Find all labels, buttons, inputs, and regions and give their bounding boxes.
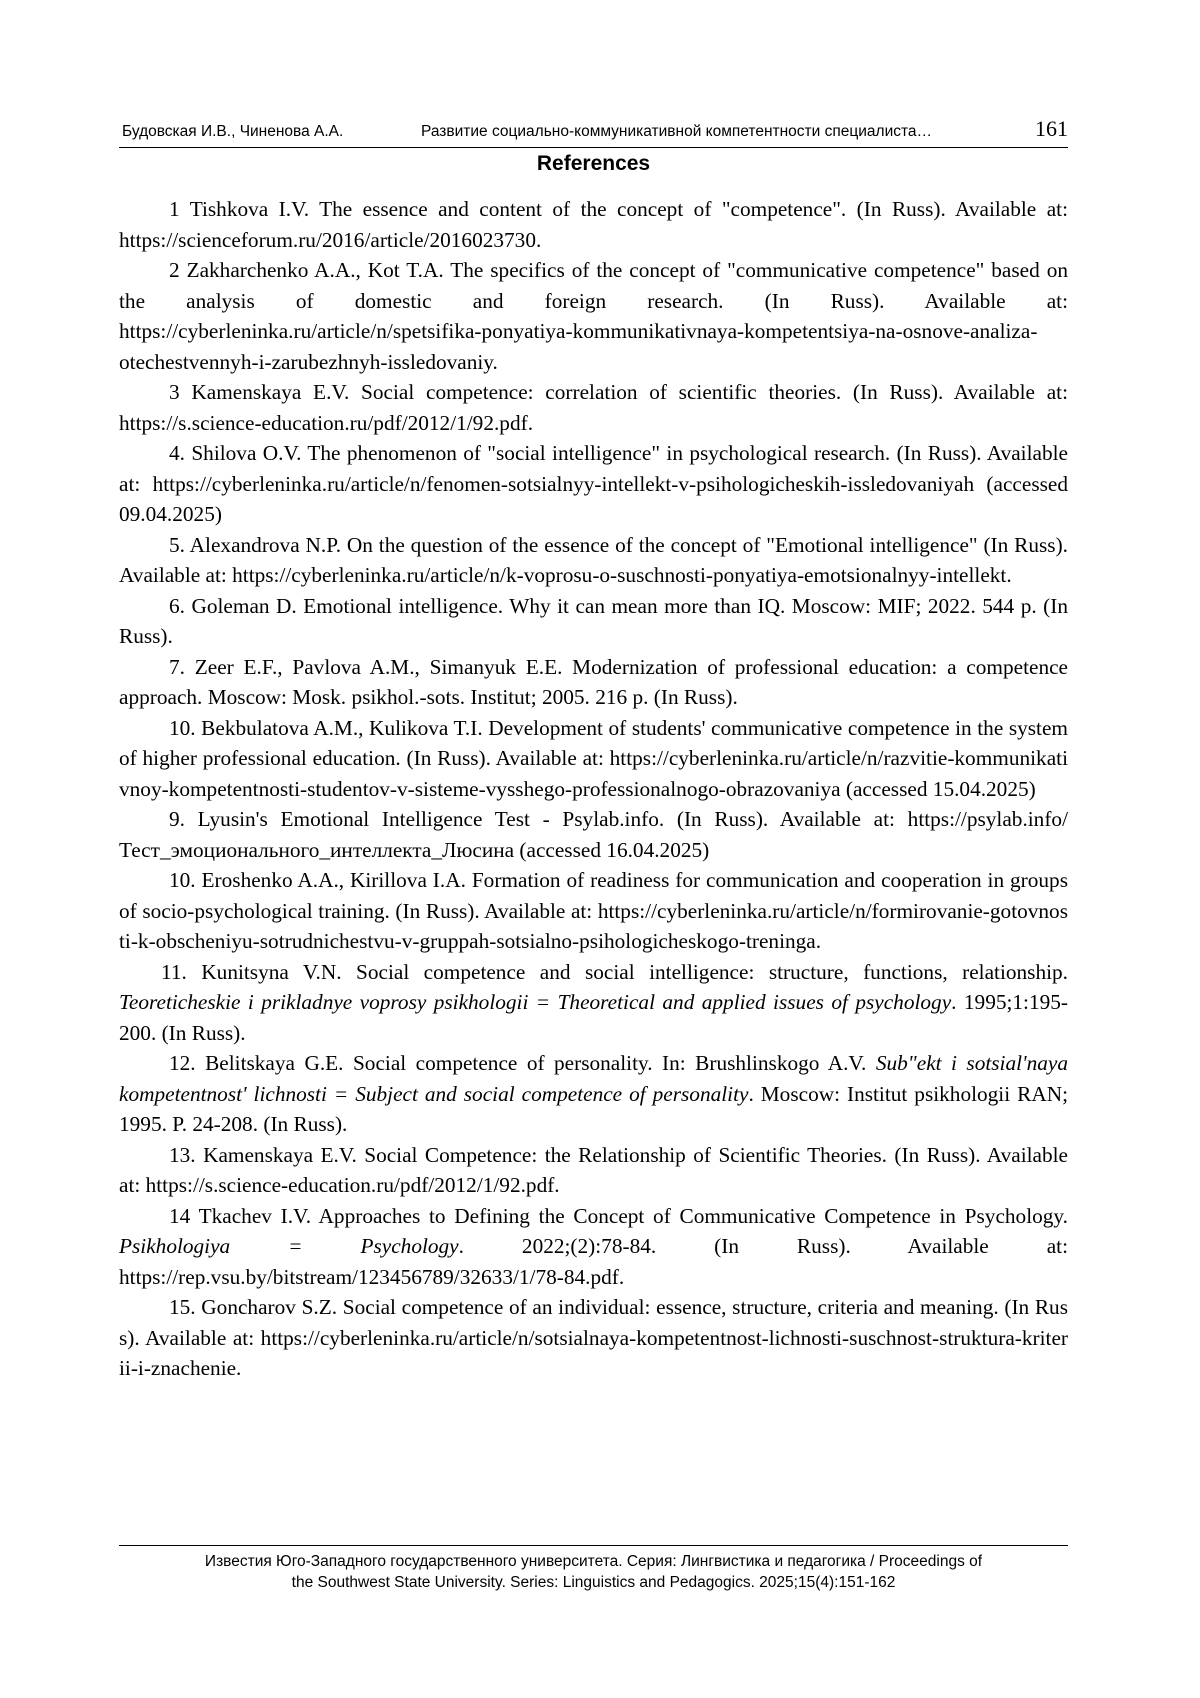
running-head-authors: Будовская И.В., Чиненова А.А. [122, 123, 344, 140]
reference-number: 5. [169, 532, 185, 557]
reference-number: 9. [169, 807, 185, 831]
reference-text-tail: . 2022;(2):78-84. (In Russ). Available at: https://rep.vsu.by/bitstream/123456789/32633/1/78-84.pdf. [119, 1234, 1068, 1289]
page-number: 161 [1035, 116, 1068, 141]
running-head-title: Развитие социально-коммуникативной компетентности специалиста… [421, 123, 933, 140]
reference-text: Tishkova I.V. The essence and content of the concept of "competence". (In Russ). Available at: https://scienceforum.ru/2016/article/2016023730. [119, 197, 1068, 252]
reference-text: Bekbulatova A.M., Kulikova T.I. Development of students' communicative competence in the system of higher professional education. (In Russ). Available at: https://cyberleninka.ru/article/n/razvitie-kommunikativnoy-kompetentnosti-studentov-v-sisteme-vysshego-professionalnogo-obrazovaniya (accessed 15.04.2025) [119, 715, 1068, 801]
reference-text-tail: . Moscow: Institut psikhologii RAN; 1995. P. 24-208. (In Russ). [119, 1081, 1068, 1136]
reference-source-title: Psikhologiya = Psychology [119, 1234, 459, 1258]
footer-line-2: the Southwest State University. Series: Linguistics and Pedagogics. 2025;15(4):151-162 [291, 1574, 896, 1591]
reference-text: Shilova O.V. The phenomenon of "social intelligence" in psychological research. (In Russ). Available at: https://cyberleninka.ru/article/n/fenomen-sotsialnyy-intellekt-v-psihologicheskih-issledovaniyah (accessed 09.04.2025) [119, 441, 1068, 526]
journal-footer [119, 1551, 1068, 1593]
reference-item [119, 194, 1068, 255]
reference-number: 14 [169, 1203, 191, 1228]
reference-item [119, 713, 1068, 805]
reference-text: Kamenskaya E.V. Social competence: correlation of scientific theories. (In Russ). Available at: https://s.science-education.ru/pdf/2012/1/92.pdf. [119, 380, 1068, 435]
reference-item [119, 865, 1068, 957]
reference-item [119, 377, 1068, 438]
reference-text: Eroshenko A.A., Kirillova I.A. Formation of readiness for communication and cooperation in groups of socio-psychological training. (In Russ). Available at: https://cyberleninka.ru/article/n/formirovanie-gotovnosti-k-obscheniyu-sotrudnichestvu-v-gruppah-sotsialno-psihologicheskogo-treninga. [119, 868, 1068, 953]
reference-number: 10. [169, 868, 196, 892]
reference-item [119, 530, 1068, 591]
reference-source-title: Teoreticheskie i prikladnye voprosy psikhologii = Theoretical and applied issues of psychology [119, 990, 952, 1014]
reference-text: Lyusin's Emotional Intelligence Test - Psylab.info. (In Russ). Available at: https://psylab.info/Тест_эмоционального_интеллекта_Люсина (accessed 16.04.2025) [119, 807, 1068, 862]
footer-rule [119, 1545, 1068, 1546]
reference-item [119, 1140, 1068, 1201]
reference-text: Goncharov S.Z. Social competence of an individual: essence, structure, criteria and meaning. (In Russ). Available at: https://cyberleninka.ru/article/n/sotsialnaya-kompetentnost-lichnosti-suschnost-struktura-kriterii-i-znachenie. [119, 1295, 1068, 1380]
reference-text: Kunitsyna V.N. Social competence and social intelligence: structure, functions, relationship. [186, 959, 1068, 984]
reference-item [119, 1048, 1068, 1140]
reference-number: 12. [169, 1051, 196, 1075]
reference-number: 1 [169, 197, 180, 221]
reference-number: 6. [169, 593, 185, 618]
reference-text: Zeer E.F., Pavlova A.M., Simanyuk E.E. Modernization of professional education: a competence approach. Moscow: Mosk. psikhol.-sots. Institut; 2005. 216 p. (In Russ). [119, 654, 1068, 709]
reference-item [119, 438, 1068, 530]
reference-item [119, 652, 1068, 713]
reference-number: 4. [169, 441, 185, 465]
reference-item [119, 804, 1068, 865]
reference-text: Belitskaya G.E. Social competence of personality. In: Brushlinskogo A.V. [195, 1051, 876, 1075]
reference-number: 3 [169, 380, 180, 404]
reference-number: 2 [169, 258, 180, 282]
references-heading: References [536, 152, 651, 175]
reference-item [119, 591, 1068, 652]
reference-text-tail: . 1995;1:195-200. (In Russ). [119, 990, 1069, 1045]
reference-number: 11. [161, 959, 187, 984]
reference-number: 13. [169, 1142, 196, 1167]
reference-item [119, 1201, 1068, 1293]
reference-number: 7. [169, 654, 185, 679]
reference-text: Zakharchenko A.A., Kot T.A. The specifics of the concept of "communicative competence" based on the analysis of domestic and foreign research. (In Russ). Available at: https://cyberleninka.ru/article/n/spetsifika-ponyatiya-kommunikativnaya-kompetentsiya-na-osnove-analiza-otechestvennyh-i-zarubezhnyh-issledovaniy. [119, 258, 1068, 374]
reference-number: 15. [169, 1295, 196, 1319]
reference-source-title: Sub"ekt i sotsial'naya kompetentnost' lichnosti = Subject and social competence of personality [119, 1051, 1068, 1106]
reference-number: 10. [169, 715, 196, 740]
reference-text: Alexandrova N.P. On the question of the essence of the concept of "Emotional intelligence" (In Russ). Available at: https://cyberleninka.ru/article/n/k-voprosu-o-suschnosti-ponyatiya-emotsionalnyy-intellekt. [119, 532, 1068, 587]
reference-item [119, 957, 1068, 1049]
references-list [119, 194, 1068, 1384]
footer-line-1: Известия Юго-Западного государственного университета. Серия: Лингвистика и педагогика / Proceedings of [204, 1553, 983, 1570]
reference-item [119, 255, 1068, 377]
running-head [119, 113, 1068, 148]
reference-text: Tkachev I.V. Approaches to Defining the Concept of Communicative Competence in Psychology. [190, 1203, 1068, 1228]
reference-text: Kamenskaya E.V. Social Competence: the Relationship of Scientific Theories. (In Russ). Available at: https://s.science-education.ru/pdf/2012/1/92.pdf. [119, 1142, 1068, 1197]
reference-text: Goleman D. Emotional intelligence. Why it can mean more than IQ. Moscow: MIF; 2022. 544 p. (In Russ). [119, 593, 1068, 648]
reference-item [119, 1292, 1068, 1384]
